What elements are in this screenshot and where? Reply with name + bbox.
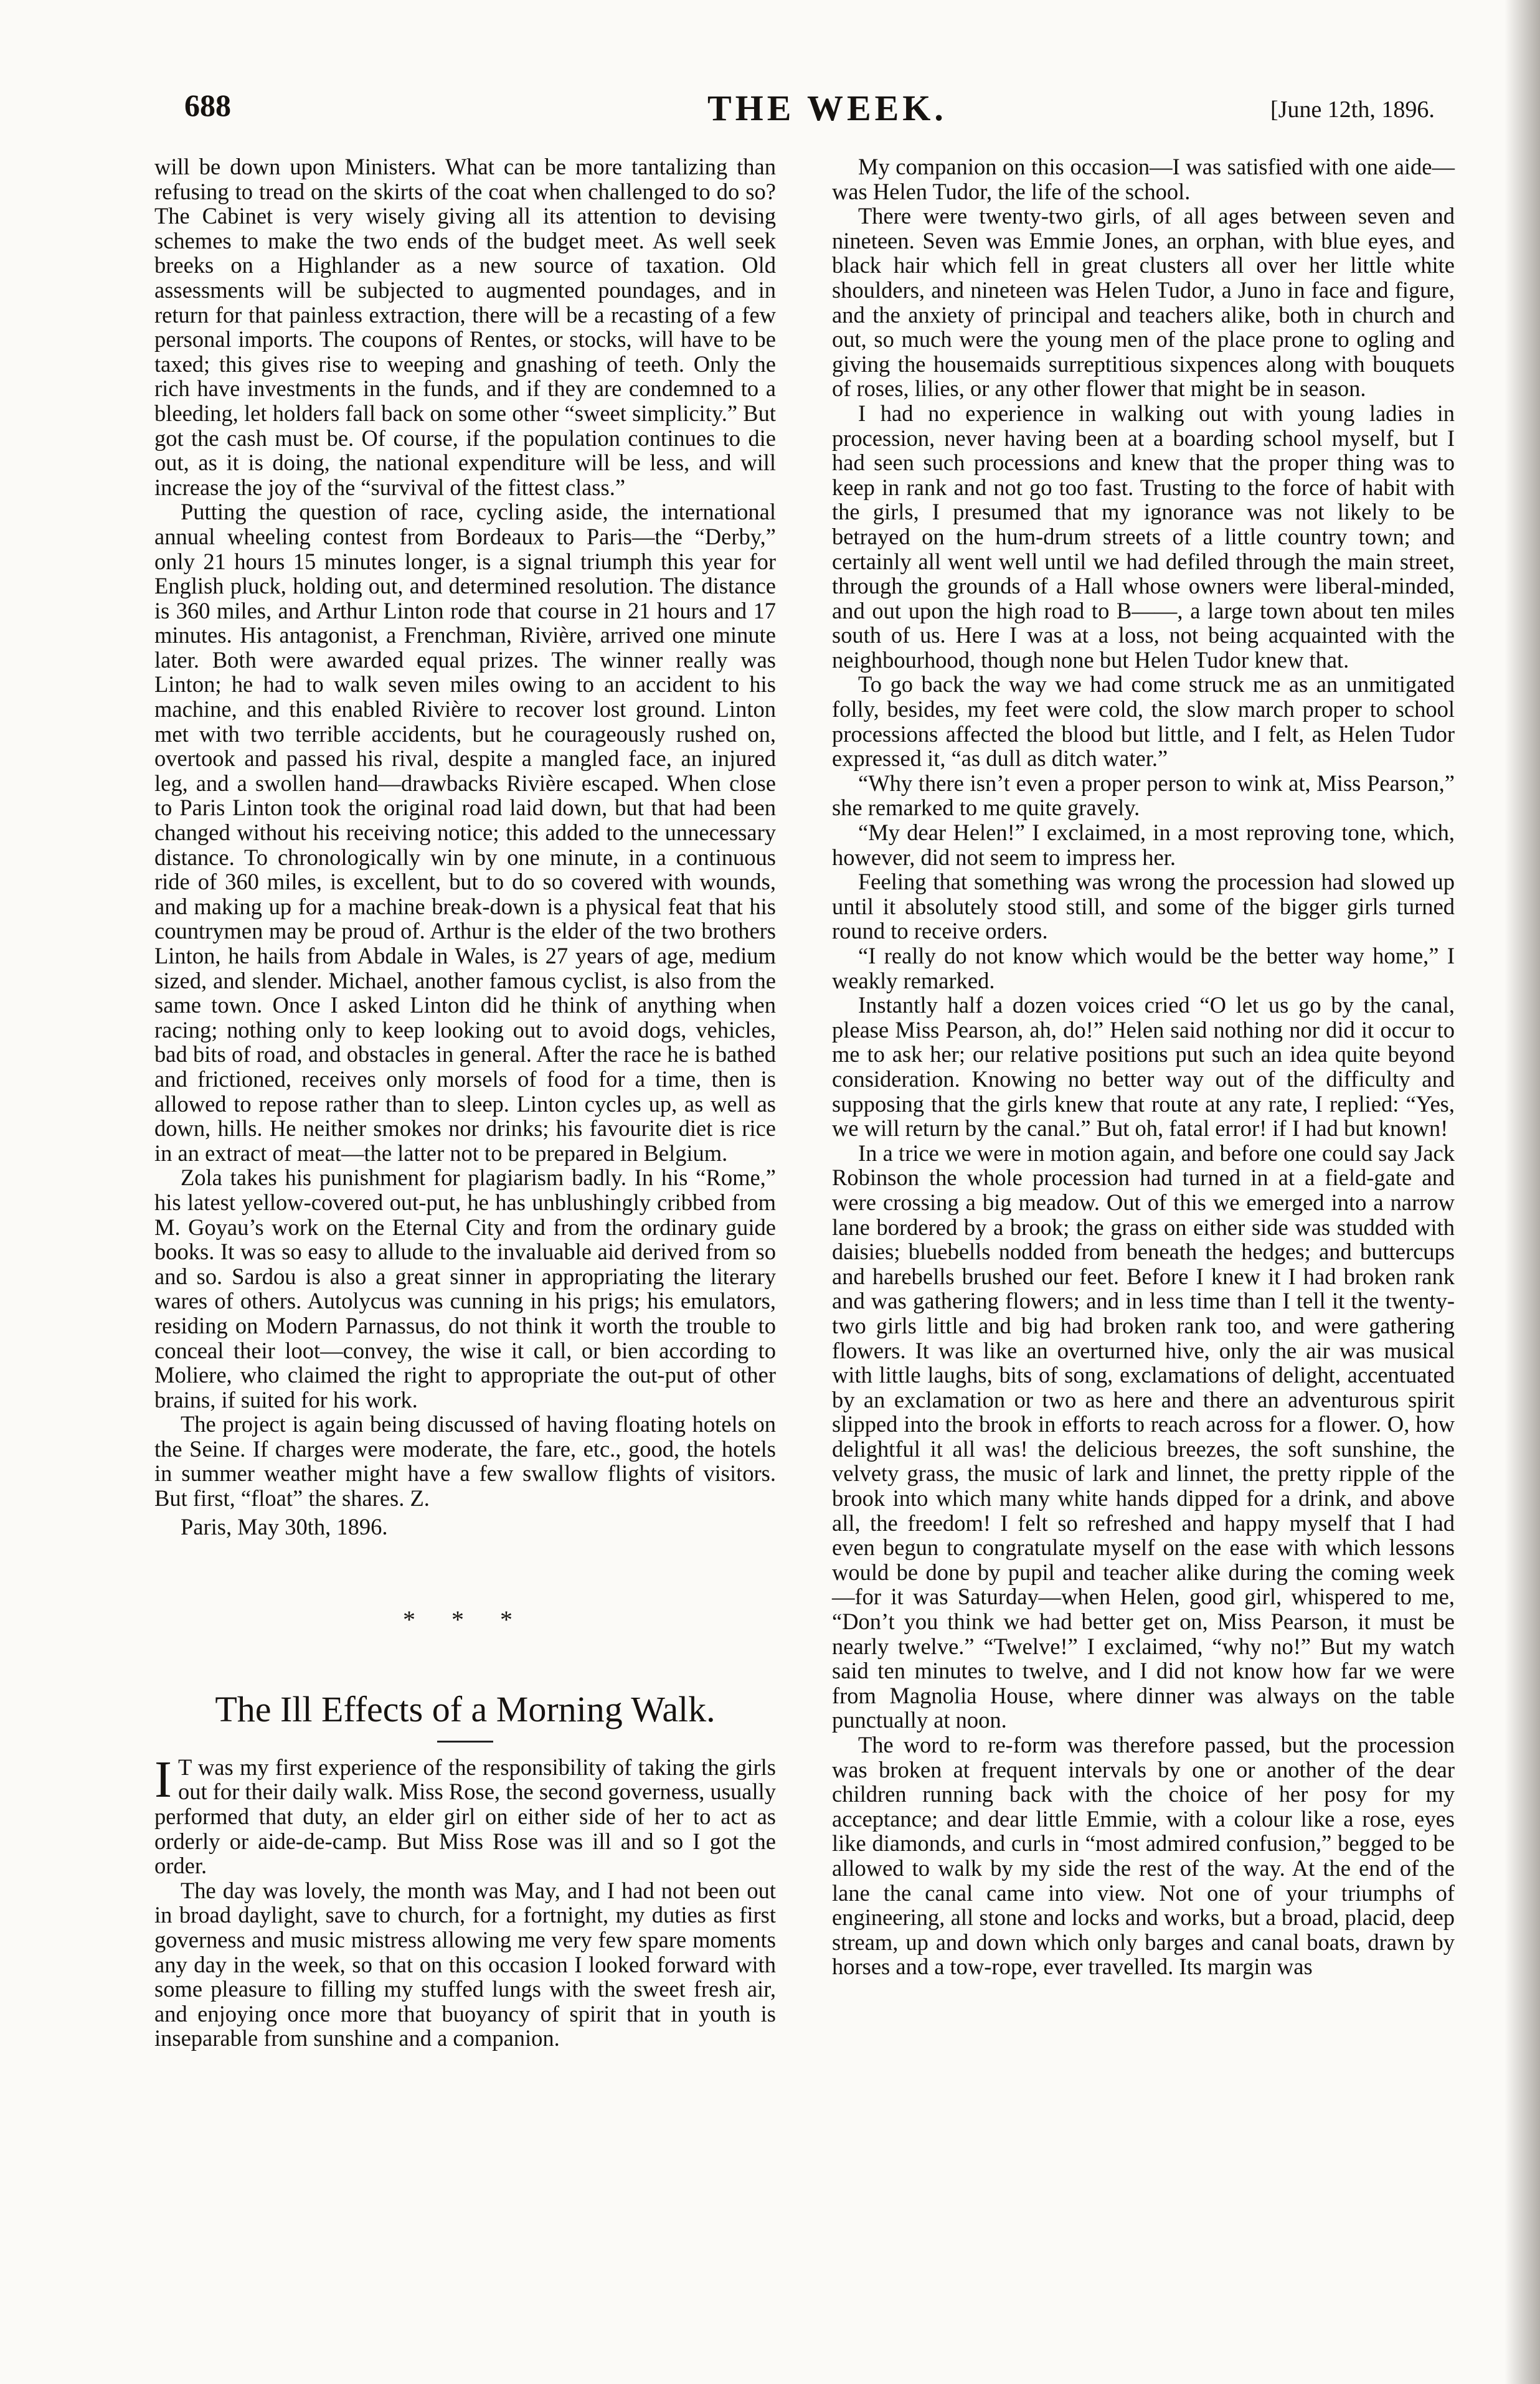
page-number: 688	[184, 88, 231, 123]
paragraph: “My dear Helen!” I exclaimed, in a most reproving tone, which, however, did not seem to impress her.	[832, 820, 1455, 870]
paragraph: To go back the way we had come struck me as an unmitigated folly, besides, my feet were cold, the slow march proper to school processions affected the blood but little, and I felt, as Helen Tudor expressed it, “as dull as ditch water.”	[832, 671, 1455, 772]
paragraph: The project is again being discussed of having floating hotels on the Seine. If charges were moderate, the fare, etc., good, the hotels in summer weather might have a few swallow flights of visitors. But first, “float” the shares. Z.	[154, 1411, 776, 1511]
drop-cap: I	[154, 1750, 172, 1809]
page-gutter-shadow	[1505, 0, 1540, 2384]
paragraph: Putting the question of race, cycling aside, the international annual wheeling contest from Bordeaux to Paris—the “Derby,” only 21 hours 15 minutes longer, is a signal triumph this year for English pluck, holding out, and determined resolution. The distance is 360 miles, and Arthur Linton rode that course in 21 hours and 17 minutes. His antagonist, a Frenchman, Rivière, arrived one minute later. Both were awarded equal prizes. The winner really was Linton; he had to walk seven miles owing to an accident to his machine, and this enabled Rivière to recover lost ground. Linton met with two terrible accidents, but he courageously rushed on, overtook and passed his rival, despite a mangled face, an injured leg, and a swollen hand—drawbacks Rivière escaped. When close to Paris Linton took the original road laid down, but that had been changed without his receiving notice; this added to the unnecessary distance. To chronologically win by one minute, in a continuous ride of 360 miles, is excellent, but to do so covered with wounds, and making up for a machine break-down is a physical feat that his countrymen may be proud of. Arthur is the elder of the two brothers Linton, he hails from Abdale in Wales, is 27 years of age, medium sized, and slender. Michael, another famous cyclist, is also from the same town. Once I asked Linton did he think of anything when racing; nothing only to keep looking out to avoid dogs, vehicles, bad bits of road, and obstacles in general. After the race he is bathed and frictioned, receives only morsels of food for a time, then is allowed to repose rather than to sleep. Linton cycles up, as well as down, hills. He neither smokes nor drinks; his favourite diet is rice in an extract of meat—the latter not to be prepared in Belgium.	[154, 499, 776, 1166]
paragraph: will be down upon Ministers. What can be more tantalizing than refusing to tread on the skirts of the coat when challenged to do so? The Cabinet is very wisely giving all its attention to devising schemes to make the two ends of the budget meet. As well seek breeks on a Highlander as a new source of taxation. Old assessments will be subjected to augmented poundages, and in return for that painless extraction, there will be a recasting of a few personal imports. The coupons of Rentes, or stocks, will have to be taxed; this gives rise to weeping and gnashing of teeth. Only the rich have investments in the funds, and if they are condemned to a bleeding, let holders fall back on some other “sweet simplicity.” But got the cash must be. Of course, if the population continues to die out, as it is doing, the national expenditure will be less, and will increase the joy of the “survival of the fittest class.”	[154, 154, 776, 500]
issue-date: [June 12th, 1896.	[1270, 97, 1435, 123]
paragraph: There were twenty-two girls, of all ages between seven and nineteen. Seven was Emmie Jones, an orphan, with blue eyes, and black hair which fell in great clusters all over her little white shoulders, and nineteen was Helen Tudor, a Juno in face and figure, and the anxiety of principal and teachers alike, both in church and out, so much were the young men of the place prone to ogling and giving the housemaids surreptitious sixpences along with bouquets of roses, lilies, or any other flower that might be in season.	[832, 203, 1455, 402]
section-separator: * * *	[403, 1606, 527, 1634]
page-header	[0, 0, 1540, 162]
article-title: The Ill Effects of a Morning Walk.	[215, 1688, 716, 1729]
left-column	[154, 154, 776, 2051]
dateline-signoff: Paris, May 30th, 1896.	[181, 1513, 388, 1540]
paragraph-text: T was my first experience of the responsibility of taking the girls out for their daily walk. Miss Rose, the second governess, usually performed that duty, an elder girl on either side of her to act as orderly or aide-de-camp. But Miss Rose was ill and so I got the order.	[154, 1754, 776, 1879]
paragraph: “Why there isn’t even a proper person to wink at, Miss Pearson,” she remarked to me quite gravely.	[832, 770, 1455, 821]
paragraph: Feeling that something was wrong the procession had slowed up until it absolutely stood still, and some of the bigger girls turned round to receive orders.	[832, 869, 1455, 944]
paragraph: In a trice we were in motion again, and before one could say Jack Robinson the whole procession had turned in at a field-gate and were crossing a big meadow. Out of this we emerged into a narrow lane bordered by a brook; the grass on either side was studded with daisies; bluebells nodded from beneath the hedges; and buttercups and harebells brushed our feet. Before I knew it I had broken rank and was gathering flowers; and in less time than I tell it the twenty-two girls little and big had broken rank too, and were gathering flowers. It was like an overturned hive, only the air was musical with little laughs, bits of song, exclamations of delight, accentuated by an exclamation or two as here and there an adventurous spirit slipped into the brook in efforts to reach across for a flower. O, how delightful it all was! the delicious breezes, the soft sunshine, the velvety grass, the music of lark and linnet, the pretty ripple of the brook into which many white hands dipped for a drink, and above all, the freedom! I felt so refreshed and happy myself that I had even begun to congratulate myself on the ease with which lessons would be done by pupil and teacher alike during the coming week—for it was Saturday—when Helen, good girl, whispered to me, “Don’t you think we had better get on, Miss Pearson, it must be nearly twelve.” “Twelve!” I exclaimed, “why no!” But my watch said ten minutes to twelve, and I did not know how far we were from Magnolia House, where dinner was always on the table punctually at noon.	[832, 1140, 1455, 1733]
paragraph: My companion on this occasion—I was satisfied with one aide—was Helen Tudor, the life of the school.	[832, 154, 1455, 204]
paragraph: The word to re-form was therefore passed, but the procession was broken at frequent intervals by one or another of the dear children running back with the choice of her posy for my acceptance; and dear little Emmie, with a colour like a rose, eyes like diamonds, and curls in “most admired confusion,” begged to be allowed to walk by my side the rest of the way. At the end of the lane the canal came into view. Not one of your triumphs of engineering, all stone and locks and works, but a broad, placid, deep stream, up and down which only barges and canal boats, drawn by horses and a tow-rope, ever travelled. Its margin was	[832, 1732, 1455, 1980]
paragraph: “I really do not know which would be the better way home,” I weakly remarked.	[832, 943, 1455, 993]
paragraph: The day was lovely, the month was May, and I had not been out in broad daylight, save to church, for a fortnight, my duties as first governess and music mistress allowing me very few spare moments any day in the week, so that on this occasion I looked forward with some pleasure to filling my stuffed lungs with the sweet fresh air, and enjoying once more that buoyancy of spirit that in youth is inseparable from sunshine and a companion.	[154, 1877, 776, 2051]
title-rule	[437, 1741, 493, 1743]
journal-title: THE WEEK.	[707, 88, 947, 128]
right-column	[832, 154, 1455, 1979]
paragraph	[154, 1750, 776, 1879]
paragraph: I had no experience in walking out with young ladies in procession, never having been at a boarding school myself, but I had seen such processions and knew that the proper thing was to keep in rank and not go too fast. Trusting to the force of habit with the girls, I presumed that my ignorance was not likely to be betrayed on the hum-drum streets of a little country town; and certainly all went well until we had defiled through the main street, through the grounds of a Hall whose owners were liberal-minded, and out upon the high road to B——, a large town about ten miles south of us. Here I was at a loss, not being acquainted with the neighbourhood, though none but Helen Tudor knew that.	[832, 400, 1455, 673]
paragraph: Zola takes his punishment for plagiarism badly. In his “Rome,” his latest yellow-covered out-put, he has unblushingly cribbed from M. Goyau’s work on the Eternal City and from the ordinary guide books. It was so easy to allude to the invaluable aid derived from so and so. Sardou is also a great sinner in appropriating the literary wares of others. Autolycus was cunning in his prigs; his emulators, residing on Modern Parnassus, do not think it worth the trouble to conceal their loot—convey, the wise it call, or bien according to Moliere, who claimed the right to appropriate the out-put of other brains, if suited for his work.	[154, 1165, 776, 1412]
paragraph: Instantly half a dozen voices cried “O let us go by the canal, please Miss Pearson, ah, do!” Helen said nothing nor did it occur to me to ask her; our relative positions put such an idea quite beyond consideration. Knowing no better way out of the difficulty and supposing that the girls knew that route at any rate, I replied: “Yes, we will return by the canal.” But oh, fatal error! if I had but known!	[832, 992, 1455, 1142]
